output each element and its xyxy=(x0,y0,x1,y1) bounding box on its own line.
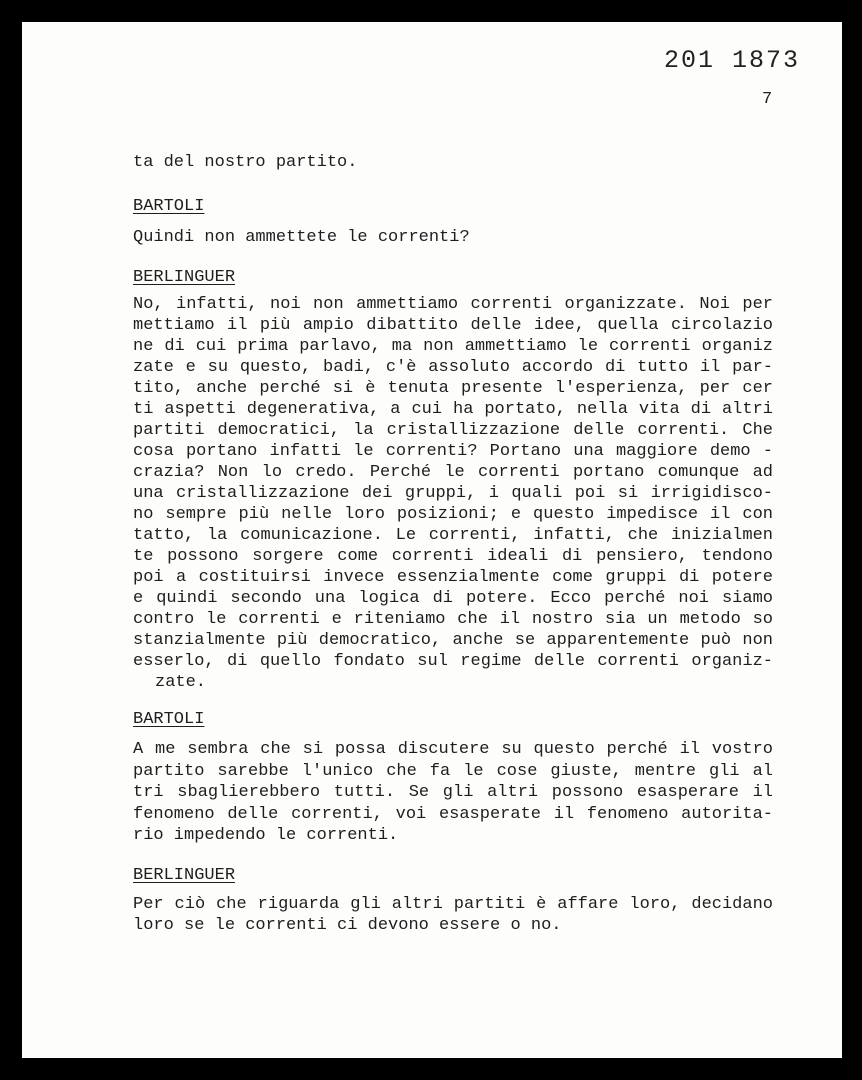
text-line: No, infatti, noi non ammettiamo correnti organizzate. Noi per xyxy=(133,295,773,314)
page-number: 7 xyxy=(762,90,773,109)
text-line: una cristallizzazione dei gruppi, i quali poi si irrigidisco- xyxy=(133,484,773,503)
text-line: e quindi secondo una logica di potere. Ecco perché noi siamo xyxy=(133,589,773,608)
text-line: mettiamo il più ampio dibattito delle idee, quella circolazio xyxy=(133,316,773,335)
text-line: poi a costituirsi invece essenzialmente come gruppi di potere xyxy=(133,568,773,587)
text-line: loro se le correnti ci devono essere o no. xyxy=(133,916,562,935)
text-line: tri sbaglierebbero tutti. Se gli altri possono esasperare il xyxy=(133,783,773,802)
text-line: esserlo, di quello fondato sul regime delle correnti organiz- xyxy=(133,652,773,671)
text-line: cosa portano infatti le correnti? Portano una maggiore demo - xyxy=(133,442,773,461)
speaker-label: BERLINGUER xyxy=(133,268,236,287)
text-line: Quindi non ammettete le correnti? xyxy=(133,228,470,247)
text-line: tito, anche perché si è tenuta presente l'esperienza, per cer xyxy=(133,379,773,398)
text-line: stanzialmente più democratico, anche se apparentemente può non xyxy=(133,631,773,650)
text-line: fenomeno delle correnti, voi esasperate il fenomeno autorita- xyxy=(133,804,773,824)
text-line: tatto, la comunicazione. Le correnti, infatti, che inizialmen xyxy=(133,526,773,545)
text-line: no sempre più nelle loro posizioni; e questo impedisce il con xyxy=(133,505,773,524)
speech-paragraph xyxy=(133,294,773,693)
speaker-label: BARTOLI xyxy=(133,710,205,729)
text-line: ne di cui prima parlavo, ma non ammettiamo le correnti organiz xyxy=(133,337,773,356)
text-line: crazia? Non lo credo. Perché le correnti portano comunque ad xyxy=(133,463,773,482)
text-line: partiti democratici, la cristallizzazione delle correnti. Che xyxy=(133,421,773,440)
speech-paragraph xyxy=(133,227,773,248)
text-line: zate e su questo, badi, c'è assoluto accordo di tutto il par- xyxy=(133,358,773,377)
text-line: rio impedendo le correnti. xyxy=(133,826,399,845)
speaker-label: BERLINGUER xyxy=(133,866,236,885)
document-number: 201 1873 xyxy=(664,46,801,75)
text-line: A me sembra che si possa discutere su questo perché il vostro xyxy=(133,740,773,759)
text-line: te possono sorgere come correnti ideali di pensiero, tendono xyxy=(133,547,773,566)
text-line: ta del nostro partito. xyxy=(133,153,358,172)
speaker-label: BARTOLI xyxy=(133,197,205,216)
text-line: ti aspetti degenerativa, a cui ha portato, nella vita di altri xyxy=(133,400,773,419)
text-line: zate. xyxy=(155,673,207,692)
speech-paragraph xyxy=(133,894,773,936)
text-line: contro le correnti e riteniamo che il nostro sia un metodo so xyxy=(133,610,773,629)
continuation-paragraph xyxy=(133,152,773,173)
speech-paragraph xyxy=(133,739,773,847)
text-line: partito sarebbe l'unico che fa le cose giuste, mentre gli al xyxy=(133,761,773,781)
text-line: Per ciò che riguarda gli altri partiti è affare loro, decidano xyxy=(133,895,773,914)
